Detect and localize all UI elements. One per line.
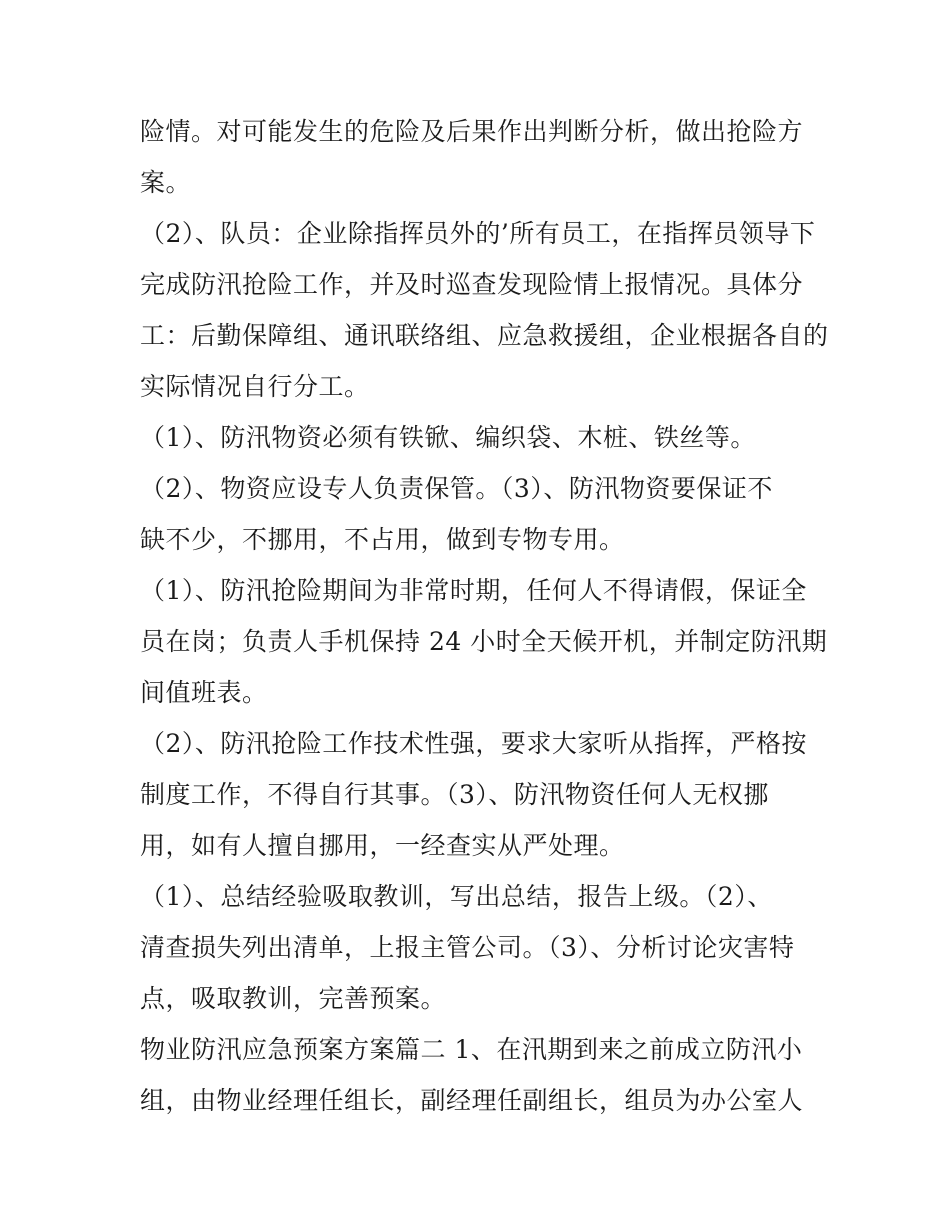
- text-line: 案。: [140, 168, 192, 197]
- text-line: 制度工作，不得自行其事。（3）、防汛物资任何人无权挪: [140, 780, 769, 809]
- text-line: 实际情况自行分工。: [140, 372, 370, 401]
- text-line: （1）、防汛物资必须有铁锨、编织袋、木桩、铁丝等。: [140, 423, 756, 452]
- text-line: （1）、总结经验吸取教训，写出总结，报告上级。（2）、: [140, 882, 773, 911]
- text-line: （2）、物资应设专人负责保管。（3）、防汛物资要保证不: [140, 474, 773, 503]
- text-line: 清查损失列出清单，上报主管公司。（3）、分析讨论灾害特: [140, 933, 795, 962]
- text-line: （1）、防汛抢险期间为非常时期，任何人不得请假，保证全: [140, 576, 807, 605]
- text-line: 物业防汛应急预案方案篇二 1、在汛期到来之前成立防汛小: [140, 1035, 803, 1064]
- text-line: （2）、防汛抢险工作技术性强，要求大家听从指挥，严格按: [140, 729, 807, 758]
- text-line: 组，由物业经理任组长，副经理任副组长，组员为办公室人: [140, 1086, 804, 1115]
- text-line: 点，吸取教训，完善预案。: [140, 984, 447, 1013]
- text-line: 员在岗；负责人手机保持 24 小时全天候开机，并制定防汛期: [140, 627, 828, 656]
- document-body: [140, 106, 829, 1126]
- text-line: 间值班表。: [140, 678, 268, 707]
- text-line: 用，如有人擅自挪用，一经查实从严处理。: [140, 831, 625, 860]
- text-line: 缺不少，不挪用，不占用，做到专物专用。: [140, 525, 625, 554]
- text-line: 完成防汛抢险工作，并及时巡查发现险情上报情况。具体分: [140, 270, 804, 299]
- text-line: 险情。对可能发生的危险及后果作出判断分析，做出抢险方: [140, 117, 804, 146]
- text-line: （2）、队员：企业除指挥员外的’所有员工，在指挥员领导下: [140, 219, 816, 248]
- text-line: 工：后勤保障组、通讯联络组、应急救援组，企业根据各自的: [140, 321, 829, 350]
